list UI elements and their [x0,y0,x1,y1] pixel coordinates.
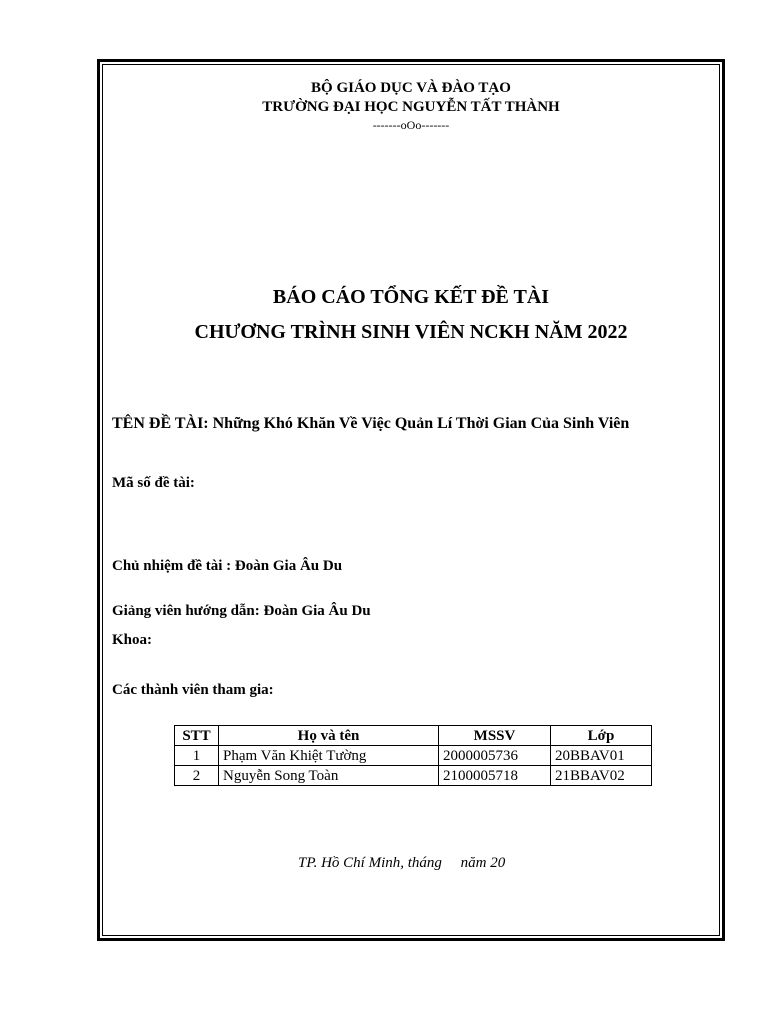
page-border-inner [102,64,720,936]
row-name: Phạm Văn Khiệt Tường [219,746,439,766]
university-heading: TRƯỜNG ĐẠI HỌC NGUYỄN TẤT THÀNH [262,99,560,115]
row-stt: 1 [175,746,219,766]
row-mssv: 2000005736 [439,746,551,766]
table-header-row [175,726,652,746]
members-table [174,725,652,786]
ministry-heading: BỘ GIÁO DỤC VÀ ĐÀO TẠO [311,80,511,96]
row-name: Nguyễn Song Toàn [219,766,439,786]
topic-title: TÊN ĐỀ TÀI: Những Khó Khăn Về Việc Quản Lí Thời Gian Của Sinh Viên [112,415,630,432]
topic-code-label: Mã số đề tài: [112,475,195,491]
row-class: 21BBAV02 [551,766,652,786]
row-mssv: 2100005718 [439,766,551,786]
faculty-label: Khoa: [112,632,153,648]
project-leader: Chủ nhiệm đề tài : Đoàn Gia Âu Du [112,558,343,574]
row-class: 20BBAV01 [551,746,652,766]
header-name: Họ và tên [219,726,439,746]
advisor: Giảng viên hướng dẫn: Đoàn Gia Âu Du [112,603,371,619]
place-and-date: TP. Hồ Chí Minh, tháng năm 20 [298,855,506,871]
report-title: BÁO CÁO TỔNG KẾT ĐỀ TÀI [272,286,550,308]
table-row [175,746,652,766]
table-row [175,766,652,786]
header-stt: STT [175,726,219,746]
row-stt: 2 [175,766,219,786]
ornament-separator: -------oOo------- [372,118,450,132]
header-class: Lớp [551,726,652,746]
header-mssv: MSSV [439,726,551,746]
report-subtitle: CHƯƠNG TRÌNH SINH VIÊN NCKH NĂM 2022 [194,321,628,343]
members-label: Các thành viên tham gia: [112,682,274,698]
